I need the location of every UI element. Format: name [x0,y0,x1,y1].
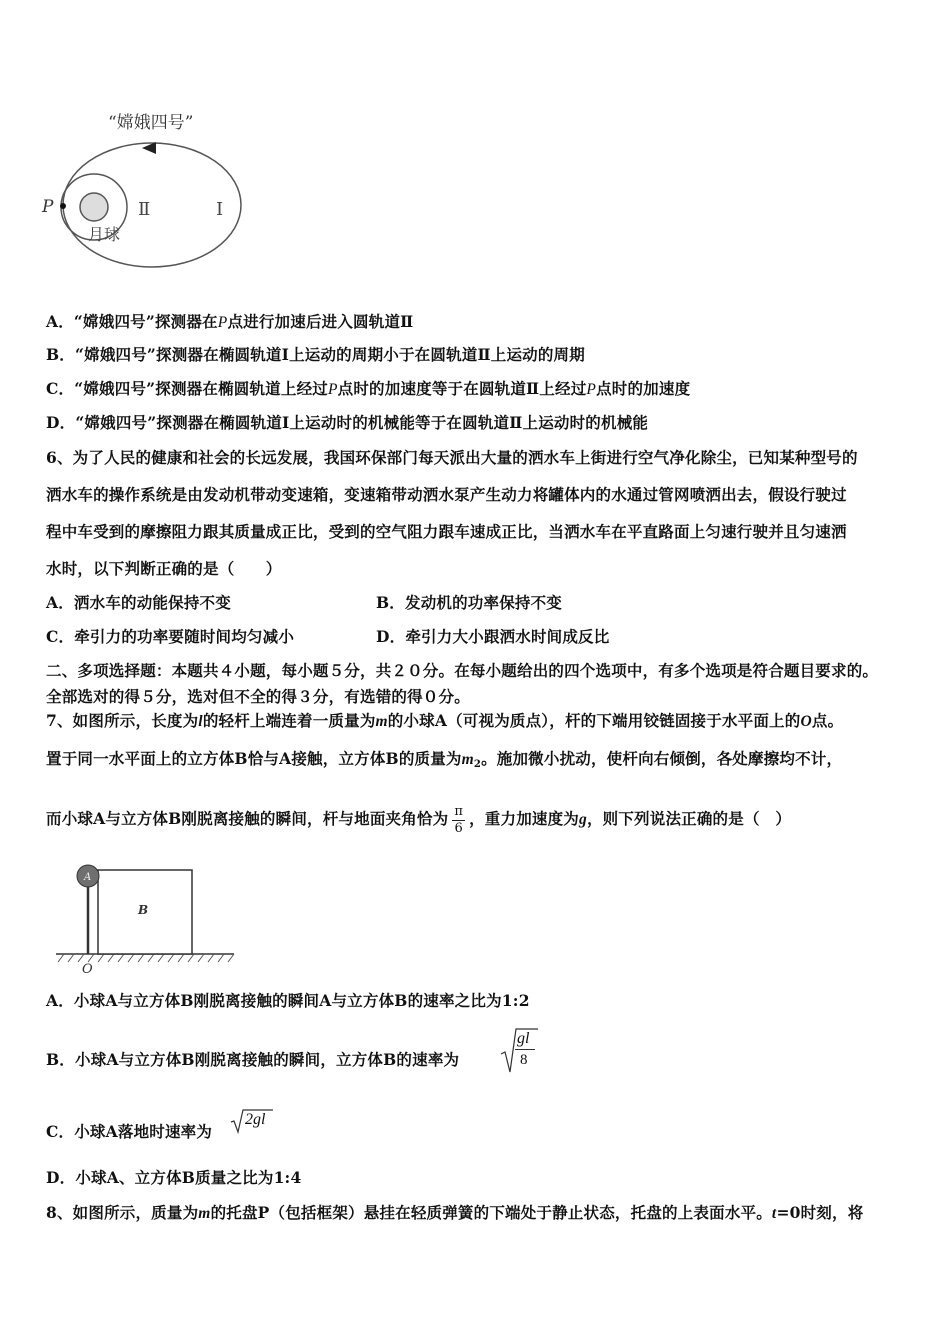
ball-a-label: A [84,872,92,883]
q6-option-a-text: A．洒水车的动能保持不变 [46,593,231,612]
q6-text-4: 水时，以下判断正确的是（ ） [46,559,282,578]
q5-option-c-text: C．“嫦娥四号”探测器在椭圆轨道上经过 [46,379,328,398]
variable-l: l [198,713,203,730]
q8-stem-line-1 [46,1203,863,1224]
q7-option-c [46,1122,212,1142]
section-2-header-line-1 [46,661,878,681]
q7-text: 7、如图所示，长度为 [46,711,199,730]
sqrt-numerator: gl [517,1030,530,1047]
sqrt-denominator: 8 [520,1052,528,1068]
variable-m2: m [461,751,474,768]
q5-option-a-text-2: 点进行加速后进入圆轨道Ⅱ [227,312,414,331]
q6-text-2: 洒水车的操作系统是由发动机带动变速箱，变速箱带动洒水泵产生动力将罐体内的水通过管网喷洒出去，假设行驶过 [46,485,847,504]
probe-label: “嫦娥四号” [108,113,194,133]
p-symbol: P [217,314,228,331]
fraction-denominator: 6 [454,820,463,836]
section-2-header-line-2 [46,687,470,707]
subscript-2: 2 [473,759,482,770]
pi-over-6-fraction [452,804,465,837]
q7-stem-line-2 [46,749,842,775]
q5-option-c-text-3: 点时的加速度 [596,379,691,398]
moon-label: 月球 [88,225,121,244]
q7-text: 的轻杆上端连着一质量为 [202,711,376,730]
q5-option-a [46,312,413,333]
q6-option-d-text: D．牵引力大小跟洒水时间成反比 [376,627,610,646]
q7-option-c-text: C．小球A落地时速率为 [46,1122,213,1141]
variable-t: t [771,1205,777,1222]
q6-option-c-text: C．牵引力的功率要随时间均匀减小 [46,627,295,646]
q7-text: ，则下列说法正确的是（ ） [586,809,792,828]
variable-m: m [198,1205,211,1222]
rod-block-diagram [50,856,250,976]
q6-stem-line-4 [46,559,282,579]
cube-b-label: B [138,903,149,917]
q6-stem-line-2 [46,485,847,505]
orbit-1-label: Ⅰ [216,199,224,220]
q7-option-b [46,1050,459,1070]
p-symbol: P [586,381,597,398]
origin-o-label: O [82,962,93,976]
q8-text: 的托盘P（包括框架）悬挂在轻质弹簧的下端处于静止状态，托盘的上表面水平。 [210,1203,772,1222]
q6-text-1: 6、为了人民的健康和社会的长远发展，我国环保部门每天派出大量的洒水车上街进行空气净化除尘，已知某种型号的 [46,448,858,467]
orbit-2-label: Ⅱ [138,199,151,220]
point-p-label: P [42,197,54,217]
q7-option-d-text: D．小球A、立方体B质量之比为1:4 [46,1168,302,1187]
q5-option-b-text: B．“嫦娥四号”探测器在椭圆轨道Ⅰ上运动的周期小于在圆轨道Ⅱ上运动的周期 [46,345,585,364]
q5-option-a-text: A．“嫦娥四号”探测器在 [46,312,218,331]
q6-stem-line-3 [46,522,847,542]
fraction-numerator: π [454,803,464,819]
sqrt-radicand: 2gl [245,1111,266,1128]
p-symbol: P [327,381,338,398]
moon [80,193,108,221]
q6-stem-line-1 [46,448,858,468]
orbit-diagram [30,100,290,285]
q7-text: 置于同一水平面上的立方体B恰与A接触，立方体B的质量为 [46,749,462,768]
section-2-text-2: 全部选对的得５分，选对但不全的得３分，有选错的得０分。 [46,687,470,706]
q5-option-b [46,345,585,365]
q5-option-d-text: D．“嫦娥四号”探测器在椭圆轨道Ⅰ上运动时的机械能等于在圆轨道Ⅱ上运动时的机械能 [46,413,649,432]
q6-option-d [376,627,609,647]
sqrt-2gl [230,1108,274,1134]
variable-o: O [800,713,812,730]
q7-option-a [46,991,530,1011]
q8-text: =0时刻，将 [776,1203,864,1222]
q6-option-b-text: B．发动机的功率保持不变 [376,593,563,612]
q8-text: 8、如图所示，质量为 [46,1203,199,1222]
point-p-dot [60,203,66,209]
section-2-text-1: 二、多项选择题：本题共４小题，每小题５分，共２０分。在每小题给出的四个选项中，有多个选项是符合题目要求的。 [46,661,879,680]
q5-option-d [46,413,648,433]
q7-stem-line-1 [46,711,843,732]
q7-text: 点。 [811,711,844,730]
q7-option-a-text: A．小球A与立方体B刚脱离接触的瞬间A与立方体B的速率之比为1:2 [46,991,530,1010]
sqrt-fraction-bar [515,1049,535,1050]
q6-option-b [376,593,562,613]
q5-option-c [46,379,690,400]
q5-option-c-text-2: 点时的加速度等于在圆轨道Ⅱ上经过 [337,379,587,398]
variable-m: m [375,713,388,730]
q7-text: 的小球A（可视为质点），杆的下端用铰链固接于水平面上的 [387,711,801,730]
q6-text-3: 程中车受到的摩擦阻力跟其质量成正比，受到的空气阻力跟车速成正比，当洒水车在平直路面上匀速行驶并且匀速洒 [46,522,847,541]
q7-stem-line-3 [46,801,791,838]
q6-option-a [46,593,231,613]
q7-text: ，重力加速度为 [469,809,579,828]
q7-option-d [46,1168,301,1188]
q7-text: 。施加微小扰动，使杆向右倾倒，各处摩擦均不计， [481,749,843,768]
sqrt-gl-over-8 [500,1026,540,1076]
q7-option-b-text: B．小球A与立方体B刚脱离接触的瞬间，立方体B的速率为 [46,1050,460,1069]
q6-option-c [46,627,294,647]
variable-g: g [579,811,587,828]
q7-text: 而小球A与立方体B刚脱离接触的瞬间，杆与地面夹角恰为 [46,809,449,828]
ground-hatching [58,954,234,962]
